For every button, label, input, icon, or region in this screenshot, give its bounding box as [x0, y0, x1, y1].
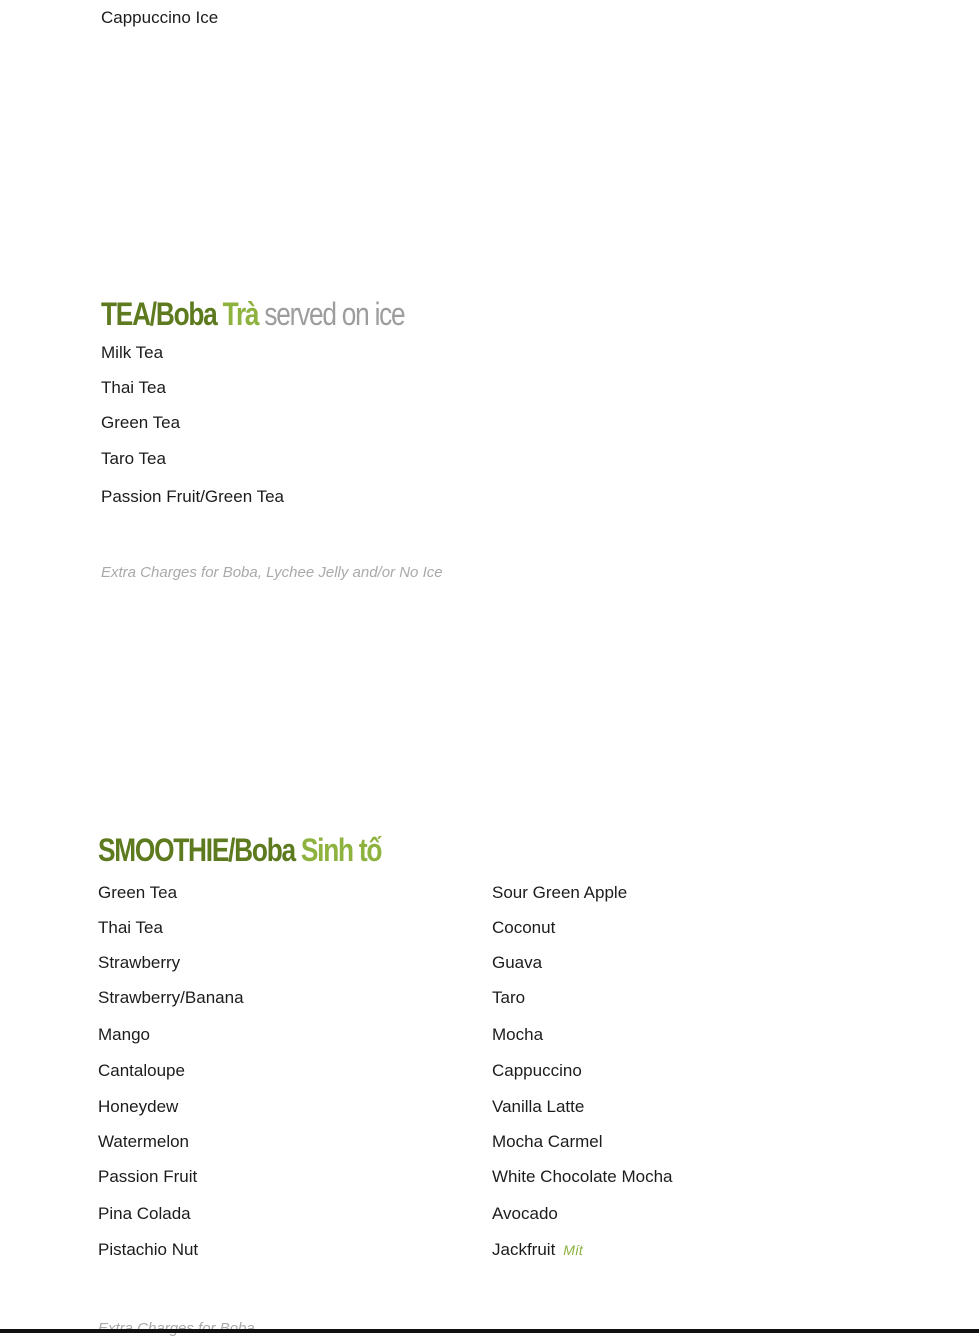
tea-item-thai-tea: Thai Tea: [101, 378, 166, 397]
smoothie-title-en: SMOOTHIE/Boba: [98, 832, 295, 868]
tea-item-green-tea: Green Tea: [101, 413, 181, 432]
tea-extra-charges-note: Extra Charges for Boba, Lychee Jelly and/or No Ice: [101, 564, 443, 581]
tea-section-heading: [101, 294, 471, 341]
smoothie-item: Mocha: [492, 1025, 544, 1044]
smoothie-item: Avocado: [492, 1204, 558, 1223]
smoothie-item: Strawberry/Banana: [98, 988, 244, 1007]
smoothie-item-jackfruit: [492, 1240, 583, 1260]
jackfruit-label: Jackfruit: [492, 1240, 556, 1259]
smoothie-item: Sour Green Apple: [492, 883, 628, 902]
smoothie-item: Strawberry: [98, 953, 181, 972]
smoothie-item: Mocha Carmel: [492, 1132, 603, 1151]
smoothie-item: Guava: [492, 953, 543, 972]
smoothie-item: Cantaloupe: [98, 1061, 185, 1080]
smoothie-item: Pina Colada: [98, 1204, 191, 1223]
tea-item-milk-tea: Milk Tea: [101, 343, 164, 362]
smoothie-section-heading: [98, 830, 443, 877]
tea-item-passion-fruit-green-tea: Passion Fruit/Green Tea: [101, 487, 284, 506]
smoothie-item: Pistachio Nut: [98, 1240, 199, 1259]
bottom-edge-bar: [0, 1329, 979, 1333]
smoothie-item: Honeydew: [98, 1097, 179, 1116]
smoothie-item: Taro: [492, 988, 526, 1007]
smoothie-item: Mango: [98, 1025, 150, 1044]
smoothie-item: Coconut: [492, 918, 556, 937]
smoothie-item: Vanilla Latte: [492, 1097, 585, 1116]
tea-item-taro-tea: Taro Tea: [101, 449, 166, 468]
smoothie-heading-text: [98, 830, 381, 870]
tea-title-en: TEA/Boba: [101, 296, 217, 332]
tea-heading-text: [101, 294, 404, 334]
menu-item-cappuccino-ice: Cappuccino Ice: [101, 8, 219, 27]
jackfruit-vietnamese-label: Mít: [563, 1242, 583, 1258]
smoothie-item: Thai Tea: [98, 918, 163, 937]
smoothie-item: Cappuccino: [492, 1061, 582, 1080]
smoothie-item: Green Tea: [98, 883, 178, 902]
smoothie-item: White Chocolate Mocha: [492, 1167, 673, 1186]
smoothie-item: Passion Fruit: [98, 1167, 198, 1186]
tea-subtitle: served on ice: [264, 296, 405, 332]
tea-title-vi: Trà: [222, 296, 259, 332]
smoothie-item: Watermelon: [98, 1132, 190, 1151]
smoothie-title-vi: Sinh tố: [300, 832, 382, 868]
